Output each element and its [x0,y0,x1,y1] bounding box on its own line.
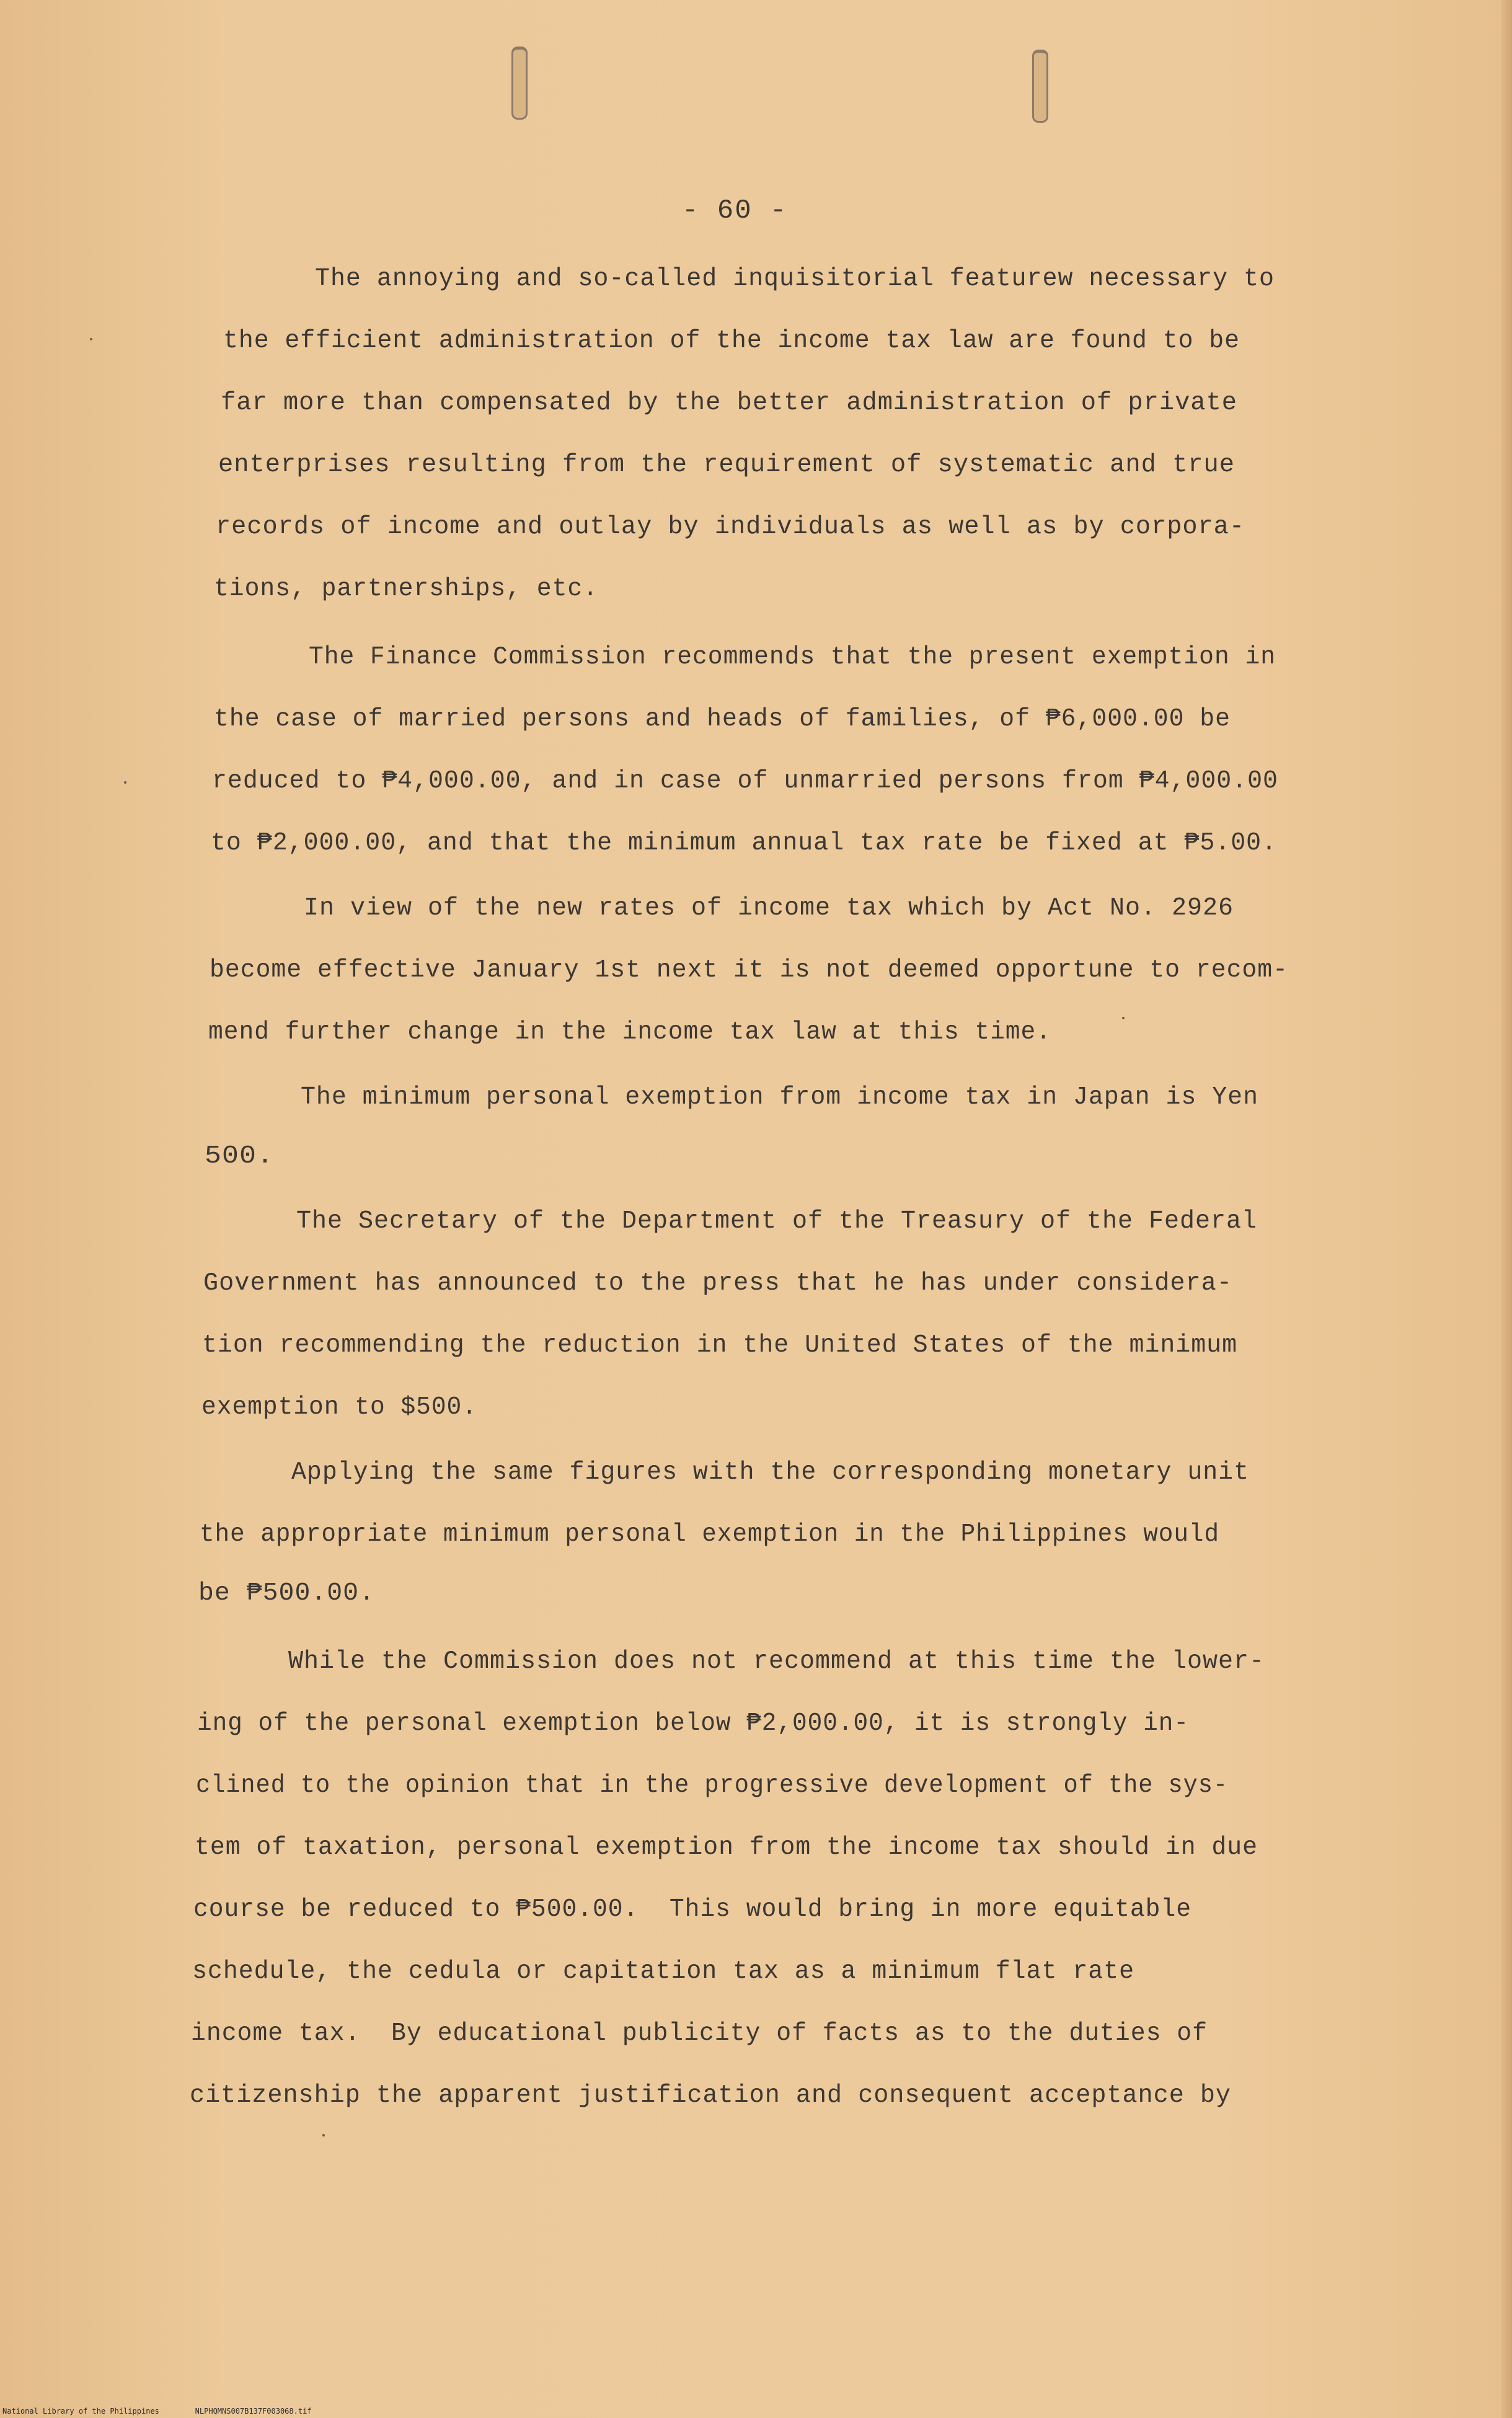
staple-hole-right [1032,50,1048,123]
paper-speck [1122,1017,1125,1019]
text-line: The Secretary of the Department of the Treasury of the Federal [296,1207,1257,1236]
text-line: the efficient administration of the income tax law are found to be [223,327,1240,355]
paper-speck [90,338,92,340]
text-line: citizenship the apparent justification and consequent acceptance by [190,2081,1231,2110]
text-line: income tax. By educational publicity of facts as to the duties of [191,2019,1208,2048]
text-line: tem of taxation, personal exemption from the income tax should in due [195,1833,1258,1862]
footer-label: National Library of the Philippines [2,2407,159,2416]
text-line: to ₱2,000.00, and that the minimum annual tax rate be fixed at ₱5.00. [211,829,1277,857]
text-line: become effective January 1st next it is not deemed opportune to recom- [210,956,1288,985]
text-line: The minimum personal exemption from income tax in Japan is Yen [301,1083,1258,1112]
text-line: The annoying and so-called inquisitorial featurew necessary to [315,265,1275,293]
text-line: far more than compensated by the better administration of private [221,389,1237,417]
text-line: be ₱500.00. [198,1579,375,1608]
page-edge [1501,0,1512,2418]
text-line: mend further change in the income tax law at this time. [208,1018,1051,1047]
text-line: While the Commission does not recommend at this time the lower- [288,1647,1265,1676]
text-line: Government has announced to the press that he has under considera- [203,1269,1232,1298]
text-line: The Finance Commission recommends that the present exemption in [309,643,1276,671]
text-line: Applying the same figures with the corresponding monetary unit [291,1458,1249,1487]
text-line: 500. [205,1142,274,1171]
text-line: the case of married persons and heads of families, of ₱6,000.00 be [214,705,1231,733]
staple-hole-left [511,46,528,120]
text-line: ing of the personal exemption below ₱2,000.00, it is strongly in- [197,1709,1189,1738]
text-line: course be reduced to ₱500.00. This would bring in more equitable [193,1895,1191,1924]
text-line: tion recommending the reduction in the United States of the minimum [202,1331,1237,1360]
page-number: - 60 - [682,195,788,226]
archive-footer [2,2407,312,2416]
paper-speck [124,781,126,784]
text-line: In view of the new rates of income tax which by Act No. 2926 [304,894,1234,923]
text-line: tions, partnerships, etc. [214,575,598,603]
text-line: reduced to ₱4,000.00, and in case of unmarried persons from ₱4,000.00 [212,767,1278,795]
text-line: the appropriate minimum personal exemption in the Philippines would [200,1520,1219,1549]
text-line: clined to the opinion that in the progressive development of the sys- [196,1771,1228,1800]
paper-speck [322,2134,325,2137]
text-line: exemption to $500. [201,1393,477,1422]
text-line: records of income and outlay by individuals as well as by corpora- [216,513,1245,541]
footer-file-name: NLPHQMNS007B137F003068.tif [195,2407,312,2416]
text-line: enterprises resulting from the requirement of systematic and true [218,451,1235,479]
text-line: schedule, the cedula or capitation tax as a minimum flat rate [192,1957,1134,1986]
